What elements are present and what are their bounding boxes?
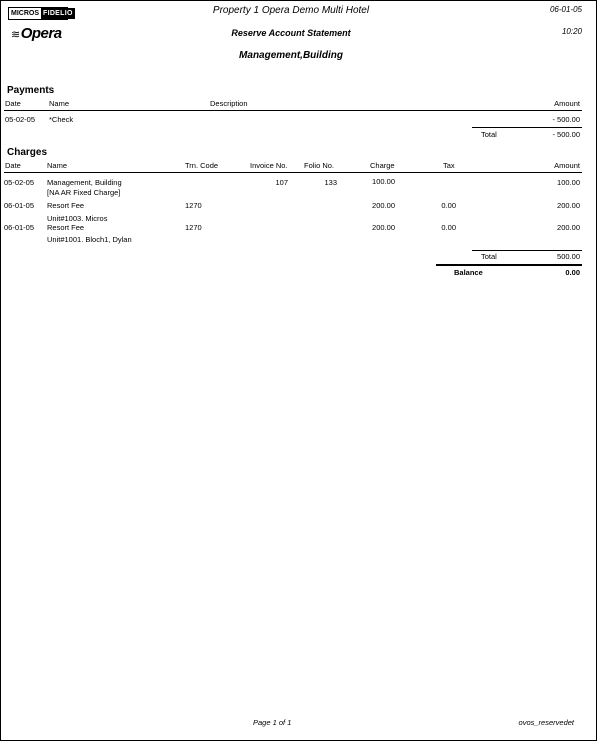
page-number: Page 1 of 1	[253, 718, 292, 727]
logo-micros-text: MICROS	[11, 10, 39, 17]
charge-row-1-folio: 133	[324, 178, 337, 187]
payments-col-amount: Amount	[554, 99, 580, 108]
hotel-name: Property 1 Opera Demo Multi Hotel	[212, 5, 370, 16]
account-name: Management,Building	[239, 50, 343, 61]
charges-col-charge: Charge	[370, 161, 395, 170]
report-id: ovos_reservedet	[518, 718, 574, 727]
micros-fidelio-logo	[8, 7, 73, 20]
balance-amount: 0.00	[565, 268, 580, 277]
payment-row-amount: - 500.00	[552, 115, 580, 124]
charge-row-1-charge: 100.00	[372, 177, 395, 186]
payments-section-title: Payments	[7, 85, 55, 96]
report-date: 06-01-05	[549, 5, 582, 14]
charges-col-folio-no: Folio No.	[304, 161, 335, 170]
charge-row-2-name: Resort Fee	[47, 201, 85, 210]
charges-col-trn-code: Trn. Code	[185, 161, 219, 170]
charge-row-3-tax: 0.00	[441, 223, 456, 232]
charges-header-rule	[4, 172, 582, 173]
charge-row-2-trn-code: 1270	[185, 201, 202, 210]
payments-total-label: Total	[481, 130, 497, 139]
charges-col-invoice-no: Invoice No.	[250, 161, 288, 170]
payments-col-description: Description	[210, 99, 248, 108]
payments-header-rule	[4, 110, 582, 111]
charges-total-label: Total	[481, 252, 497, 261]
charges-col-name: Name	[47, 161, 68, 170]
report-title: Reserve Account Statement	[231, 28, 351, 38]
charge-row-1-sub: [NA AR Fixed Charge]	[47, 188, 121, 197]
logo-opera-text: Opera	[20, 25, 62, 42]
report-time: 10:20	[561, 27, 582, 36]
logo-fidelio-text: FIDELIO	[43, 10, 73, 17]
charge-row-1-name: Management, Building	[47, 178, 122, 187]
charge-row-1-invoice: 107	[275, 178, 288, 187]
payment-row-date: 05-02-05	[5, 115, 36, 124]
charge-row-2-tax: 0.00	[441, 201, 456, 210]
charge-row-3-charge: 200.00	[372, 223, 395, 232]
balance-label: Balance	[454, 268, 483, 277]
charge-row-3-name: Resort Fee	[47, 223, 85, 232]
payments-total-rule	[472, 127, 582, 128]
opera-logo	[11, 25, 62, 42]
charges-col-date: Date	[5, 161, 21, 170]
charges-total-amount: 500.00	[557, 252, 580, 261]
opera-swoosh-icon: ≋	[11, 29, 20, 41]
charges-section-title: Charges	[7, 147, 48, 158]
charge-row-2-charge: 200.00	[372, 201, 395, 210]
charge-row-3-sub: Unit#1001. Bloch1, Dylan	[47, 235, 132, 244]
charge-row-2-sub: Unit#1003. Micros	[47, 214, 108, 223]
charge-row-3-amount: 200.00	[557, 223, 580, 232]
charges-col-tax: Tax	[443, 161, 455, 170]
charge-row-3-trn-code: 1270	[185, 223, 202, 232]
charge-row-2-date: 06-01-05	[4, 201, 35, 210]
payments-col-name: Name	[49, 99, 70, 108]
charge-row-1-amount: 100.00	[557, 178, 580, 187]
payment-row-name: *Check	[49, 115, 74, 124]
charges-total-rule	[472, 250, 582, 251]
balance-rule	[436, 264, 582, 266]
charges-col-amount: Amount	[554, 161, 580, 170]
charge-row-2-amount: 200.00	[557, 201, 580, 210]
charge-row-3-date: 06-01-05	[4, 223, 35, 232]
payments-total-amount: - 500.00	[552, 130, 580, 139]
payments-col-date: Date	[5, 99, 21, 108]
charge-row-1-date: 05-02-05	[4, 178, 35, 187]
